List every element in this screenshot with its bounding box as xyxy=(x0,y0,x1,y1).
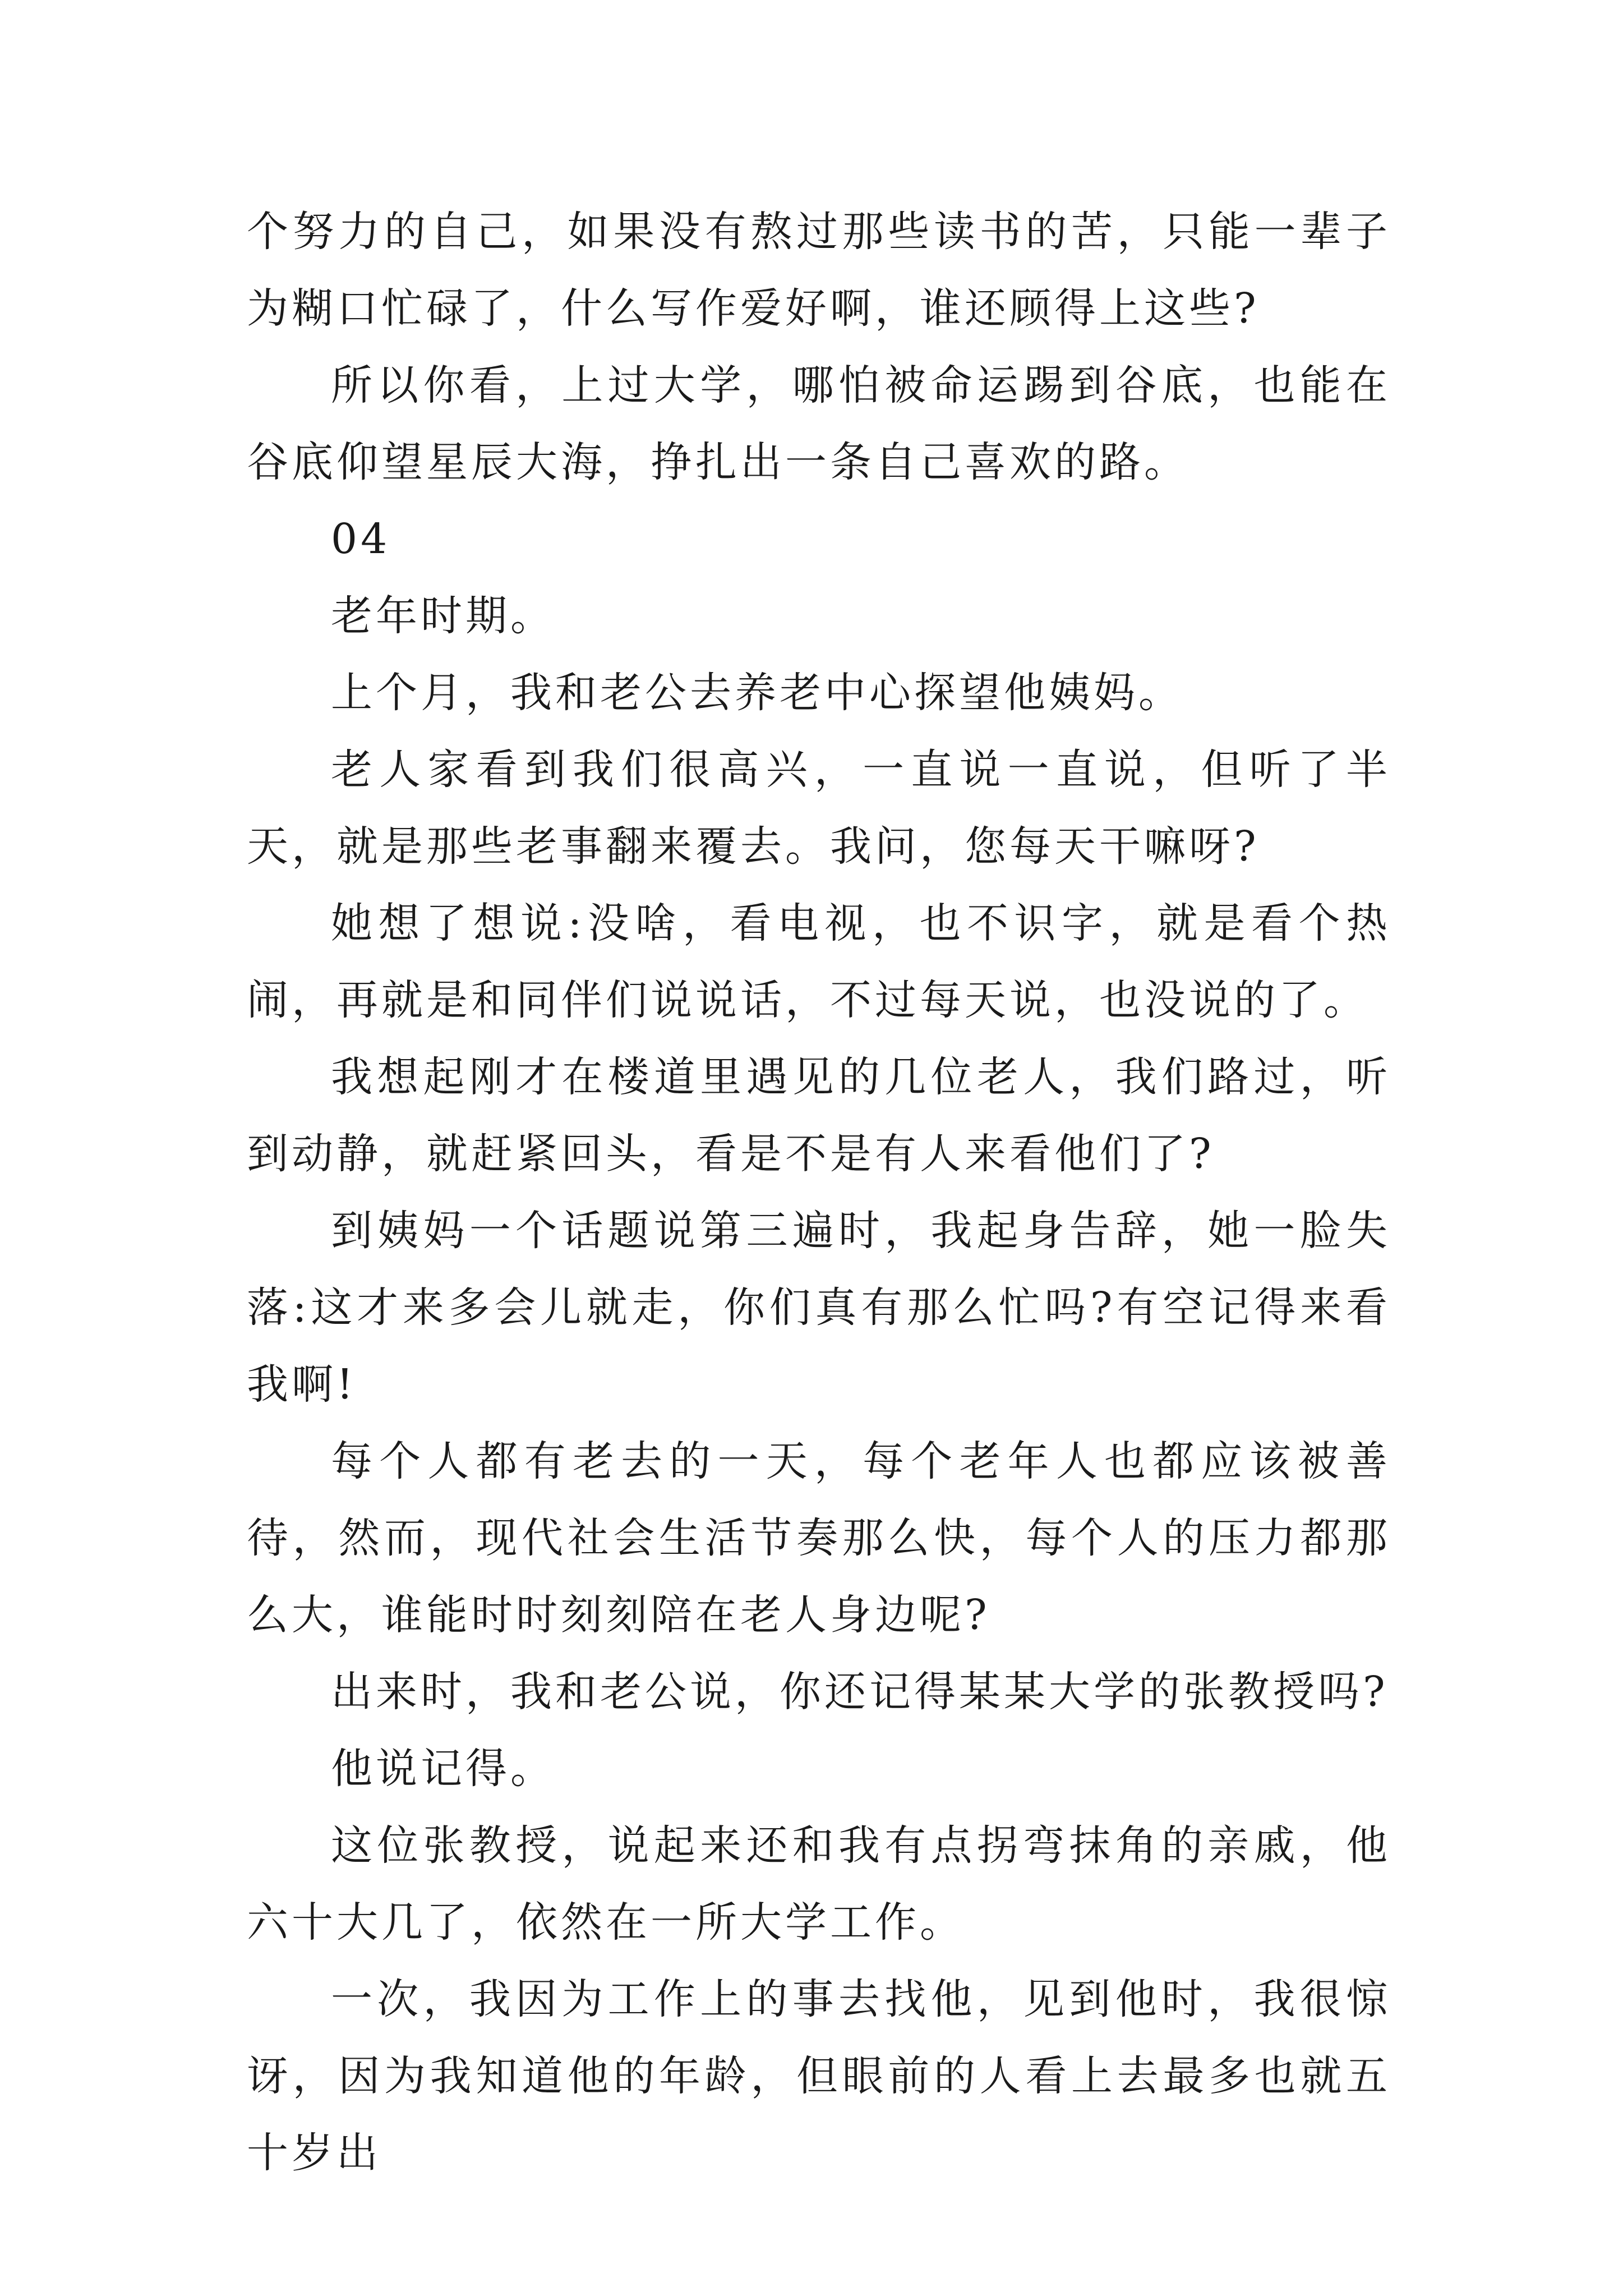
paragraph-2: 所以你看，上过大学，哪怕被命运踢到谷底，也能在谷底仰望星辰大海，挣扎出一条自己喜欢的路。 xyxy=(247,361,1391,486)
paragraph-12: 他说记得。 xyxy=(331,1745,555,1793)
section-title: 老年时期。 xyxy=(331,592,555,640)
paragraph-14: 一次，我因为工作上的事去找他，见到他时，我很惊讶，因为我知道他的年龄，但眼前的人看上去最多也就五十岁出 xyxy=(247,1975,1391,2177)
paragraph-9: 到姨妈一个话题说第三遍时，我起身告辞，她一脸失落:这才来多会儿就走，你们真有那么忙吗?有空记得来看我啊! xyxy=(247,1207,1391,1409)
paragraph-11: 出来时，我和老公说，你还记得某某大学的张教授吗? xyxy=(331,1668,1389,1716)
paragraph-6: 老人家看到我们很高兴，一直说一直说，但听了半天，就是那些老事翻来覆去。我问，您每天干嘛呀? xyxy=(247,746,1391,871)
paragraph-13: 这位张教授，说起来还和我有点拐弯抹角的亲戚，他六十大几了，依然在一所大学工作。 xyxy=(247,1821,1391,1947)
paragraph-8: 我想起刚才在楼道里遇见的几位老人，我们路过，听到动静，就赶紧回头，看是不是有人来看他们了? xyxy=(247,1053,1391,1178)
section-number: 04 xyxy=(331,515,391,563)
document-body xyxy=(247,194,1391,2192)
paragraph-5: 上个月，我和老公去养老中心探望他姨妈。 xyxy=(331,669,1183,717)
paragraph-10: 每个人都有老去的一天，每个老年人也都应该被善待，然而，现代社会生活节奏那么快，每个人的压力都那么大，谁能时时刻刻陪在老人身边呢? xyxy=(247,1437,1391,1639)
paragraph-1: 个努力的自己，如果没有熬过那些读书的苦，只能一辈子为糊口忙碌了，什么写作爱好啊，谁还顾得上这些? xyxy=(247,208,1391,333)
paragraph-7: 她想了想说:没啥，看电视，也不识字，就是看个热闹，再就是和同伴们说说话，不过每天说，也没说的了。 xyxy=(247,899,1391,1024)
